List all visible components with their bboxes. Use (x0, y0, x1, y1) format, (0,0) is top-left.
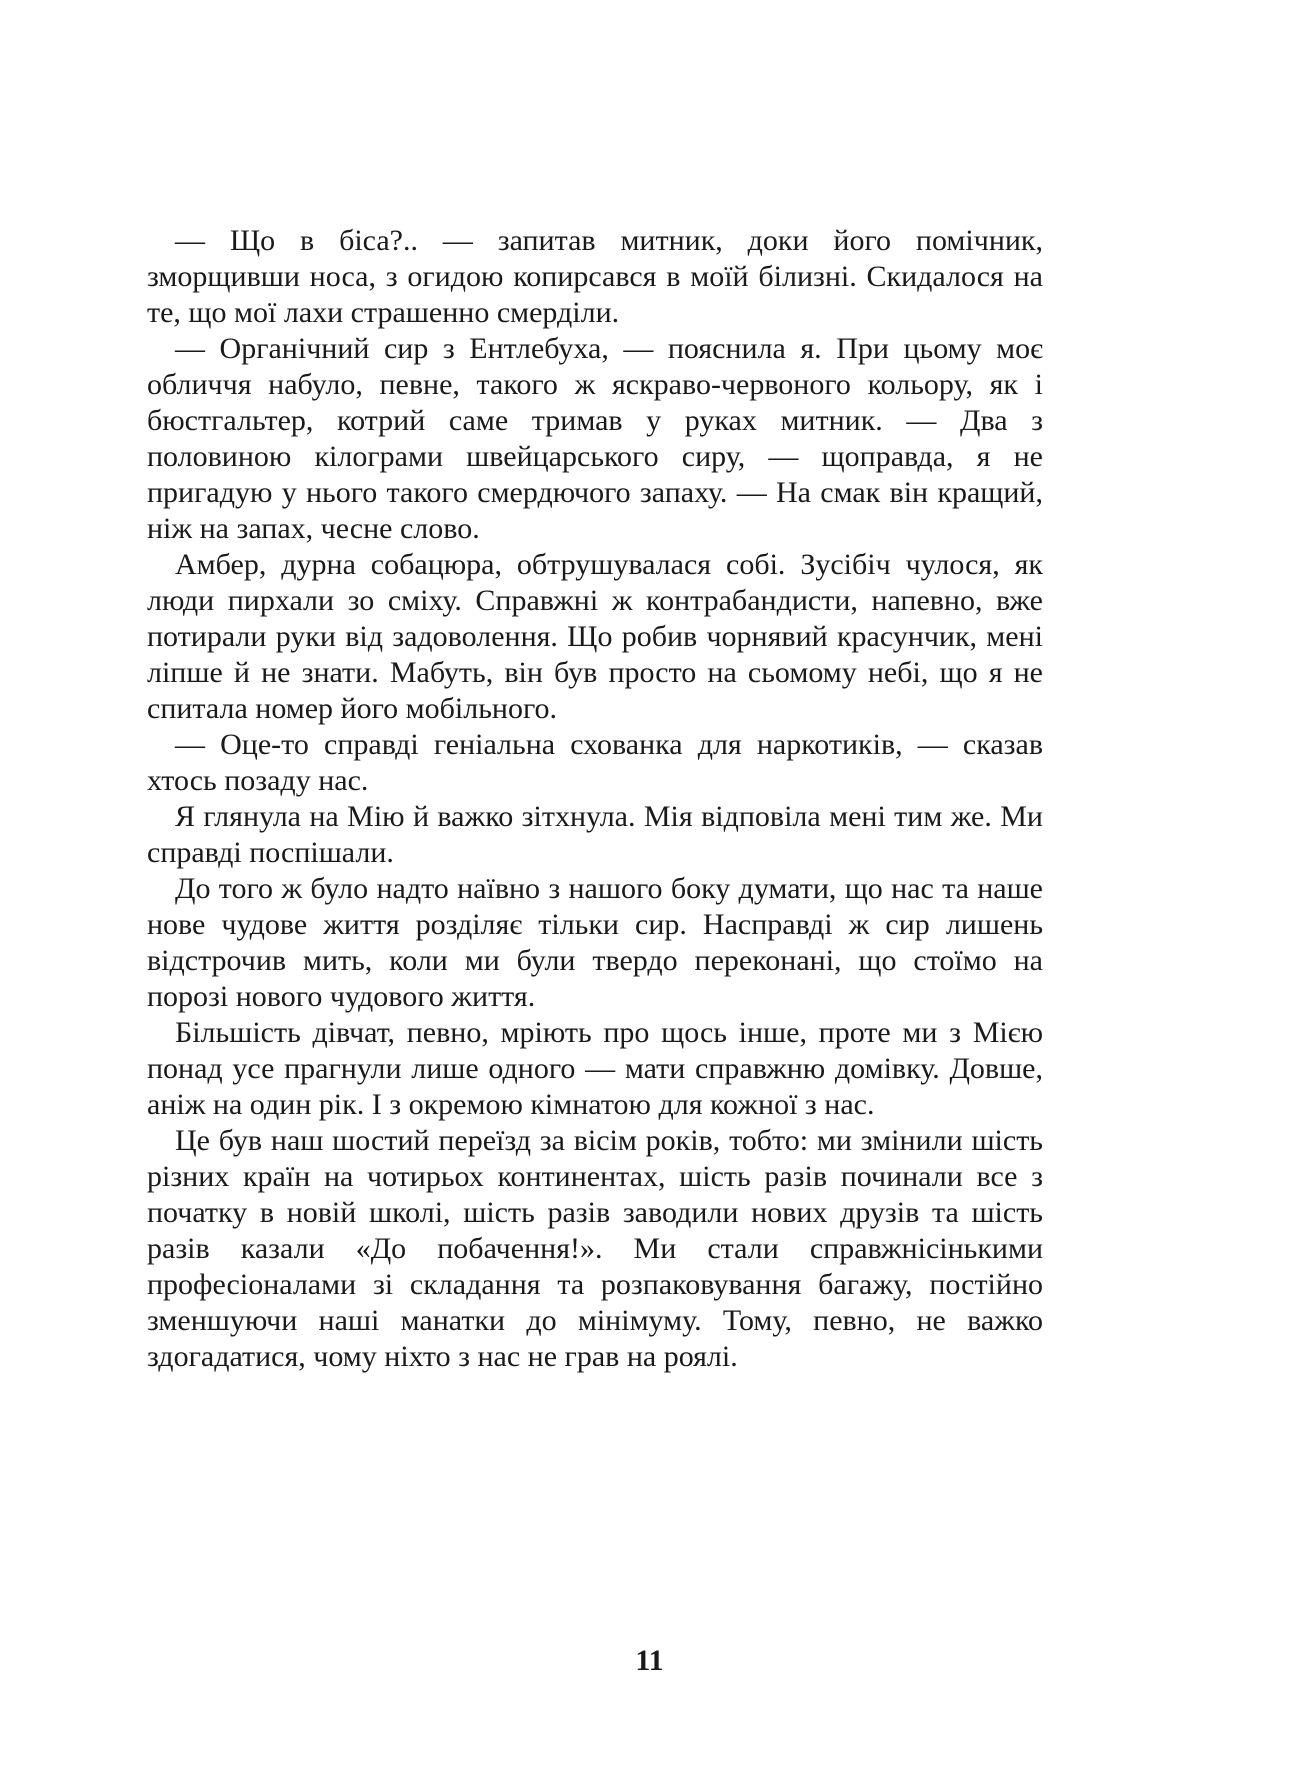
paragraph-4: — Оце-то справді геніальна схованка для наркотиків, — сказав хтось позаду нас. (147, 728, 1043, 797)
paragraph-6: До того ж було надто наївно з нашого боку думати, що нас та наше нове чудове життя розділяє тільки сир. Насправді ж сир лишень відстрочив мить, коли ми були твердо переконані, що стоїмо на порозі нового чудового життя. (147, 872, 1043, 1013)
body-text (147, 223, 1043, 1375)
paragraph-7: Більшість дівчат, певно, мріють про щось інше, проте ми з Мією понад усе прагнули лише одного — мати справжню домівку. Довше, аніж на один рік. І з окремою кімнатою для кожної з нас. (147, 1016, 1043, 1121)
paragraph-1: — Що в біса?.. — запитав митник, доки його помічник, зморщивши носа, з огидою копирсався в моїй білизні. Скидалося на те, що мої лахи страшенно смерділи. (147, 224, 1043, 329)
paragraph-3: Амбер, дурна собацюра, обтрушувалася собі. Зусібіч чулося, як люди пирхали зо сміху. Справжні ж контрабандисти, напевно, вже потирали руки від задоволення. Що робив чорнявий красунчик, мені ліпше й не знати. Мабуть, він був просто на сьомому небі, що я не спитала номер його мобільного. (147, 548, 1043, 725)
paragraph-8: Це був наш шостий переїзд за вісім років, тобто: ми змінили шість різних країн на чотирьох континентах, шість разів починали все з початку в новій школі, шість разів заводили нових друзів та шість разів казали «До побачення!». Ми стали справжнісінькими професіоналами зі складання та розпаковування багажу, постійно зменшуючи наші манатки до мінімуму. Тому, певно, не важко здогадатися, чому ніхто з нас не грав на роялі. (147, 1124, 1043, 1373)
paragraph-2: — Органічний сир з Ентлебуха, — пояснила я. При цьому моє обличчя набуло, певне, такого ж яскраво-червоного кольору, як і бюстгальтер, котрий саме тримав у руках митник. — Два з половиною кілограми швейцарського сиру, — щоправда, я не пригадую у нього такого смердючого запаху. — На смак він кращий, ніж на запах, чесне слово. (147, 332, 1043, 545)
paragraph-5: Я глянула на Мію й важко зітхнула. Мія відповіла мені тим же. Ми справді поспішали. (147, 800, 1043, 869)
page-number: 11 (635, 1644, 664, 1677)
